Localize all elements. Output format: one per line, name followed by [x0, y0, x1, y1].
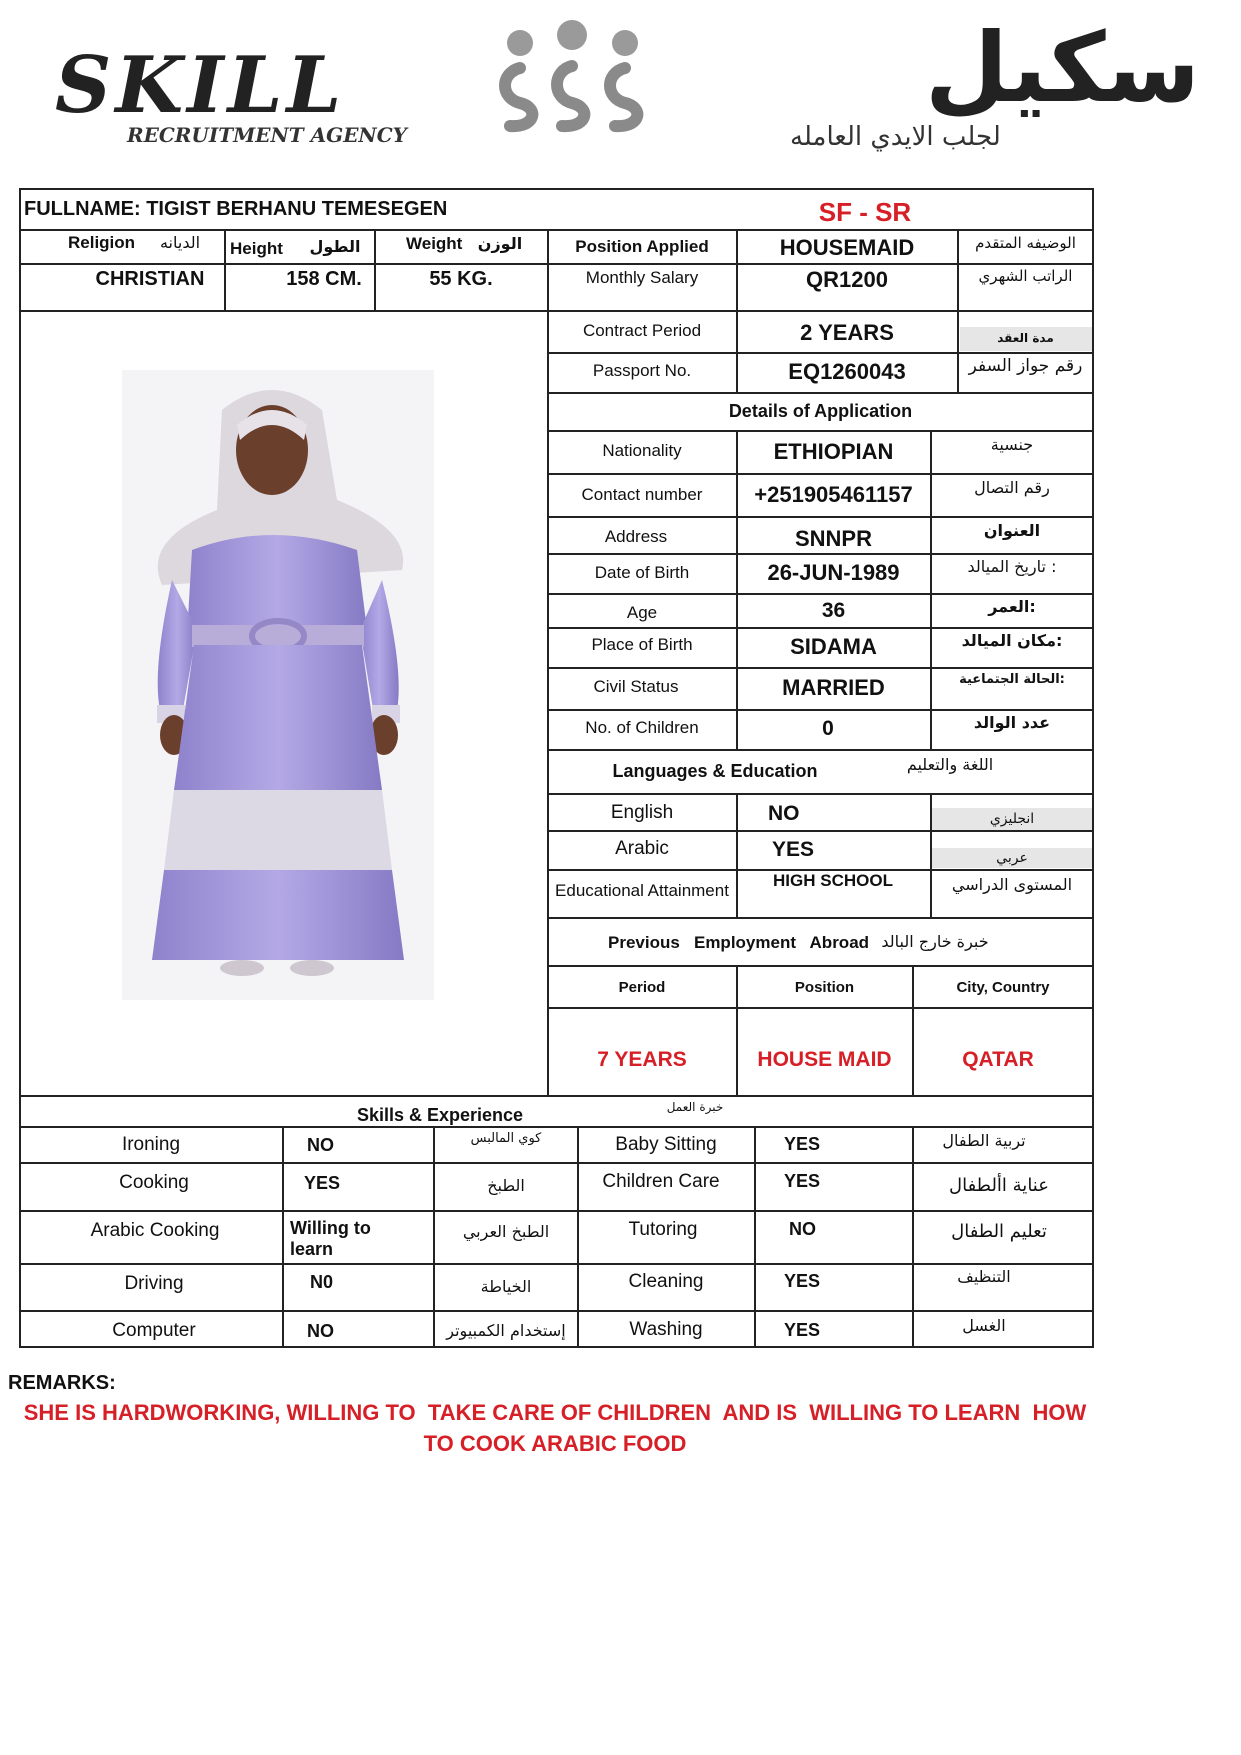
skill-value: YES — [784, 1319, 821, 1340]
passport-value: EQ1260043 — [788, 359, 906, 384]
skill-ar: الخياطة — [480, 1276, 532, 1296]
education-value: HIGH SCHOOL — [773, 871, 893, 890]
detail-label: Age — [626, 603, 658, 622]
details-title: Details of Application — [728, 400, 913, 421]
salary-label: Monthly Salary — [585, 268, 699, 287]
education-label: Educational Attainment — [555, 881, 729, 900]
logo-en — [55, 40, 435, 160]
skill-label: Cooking — [119, 1172, 189, 1193]
skill-value: YES — [784, 1170, 821, 1191]
english-value: NO — [768, 802, 800, 825]
detail-ar: رقم التصال — [974, 477, 1050, 497]
detail-ar: مكان الميالد: — [961, 630, 1063, 650]
contract-period-label: Contract Period — [582, 321, 702, 340]
employment-title-ar: خبرة خارج البالد — [881, 931, 989, 951]
employment-position: HOUSE MAID — [757, 1048, 892, 1071]
detail-value: 0 — [822, 717, 834, 740]
detail-label: Place of Birth — [591, 635, 693, 654]
skill-ar: التنظيف — [957, 1266, 1011, 1286]
skills-title: Skills & Experience — [356, 1104, 524, 1125]
education-ar: المستوى الدراسي — [951, 874, 1073, 894]
fullname: FULLNAME: TIGIST BERHANU TEMESEGEN — [24, 197, 448, 220]
skill-label: Washing — [629, 1319, 703, 1340]
detail-ar: الحالة الجتماعية: — [959, 671, 1065, 687]
height-value: 158 CM. — [286, 267, 362, 290]
detail-ar: تاريخ الميالد : — [967, 556, 1057, 576]
skill-ar: إستخدام الكمبيوتر — [446, 1320, 566, 1340]
skill-label: Arabic Cooking — [90, 1220, 220, 1241]
skill-value: NO — [789, 1218, 816, 1239]
arabic-label: Arabic — [615, 838, 669, 859]
brand-tagline-ar: لجلب الايدي العامله — [790, 122, 1001, 152]
languages-title-ar: اللغة والتعليم — [906, 754, 994, 774]
skill-value: Willing to learn — [290, 1218, 371, 1259]
detail-label: Address — [604, 527, 668, 546]
skill-label: Computer — [112, 1320, 196, 1341]
skill-ar: كوي المالبس — [470, 1130, 542, 1146]
arabic-value: YES — [772, 838, 815, 861]
detail-ar: عدد الوالد — [973, 712, 1051, 732]
passport-label: Passport No. — [592, 361, 692, 380]
logo-ar — [760, 12, 1200, 170]
detail-value: SNNPR — [794, 526, 872, 551]
position-header: Position — [794, 978, 855, 996]
detail-value: ETHIOPIAN — [773, 439, 894, 464]
skill-value: YES — [784, 1133, 821, 1154]
people-logo-icon — [480, 18, 660, 133]
religion-label: Religion — [68, 233, 136, 252]
position-applied-value: HOUSEMAID — [779, 235, 915, 260]
height-label-ar: الطول — [309, 236, 361, 256]
religion-label-ar: الديانه — [159, 232, 201, 252]
weight-value: 55 KG. — [429, 267, 493, 290]
detail-value: 26-JUN-1989 — [767, 560, 900, 585]
reference-code: SF - SR — [818, 196, 912, 227]
detail-value: SIDAMA — [790, 634, 877, 659]
contract-period-value: 2 YEARS — [800, 320, 894, 345]
skill-value: YES — [784, 1270, 821, 1291]
skill-label: Tutoring — [628, 1219, 698, 1240]
detail-label: Contact number — [581, 485, 703, 504]
position-applied-ar: الوضيفه المتقدم — [975, 234, 1076, 252]
skill-value: NO — [307, 1134, 334, 1155]
skill-label: Driving — [124, 1273, 184, 1294]
detail-label: Nationality — [602, 441, 682, 460]
arabic-ar: عربي — [996, 850, 1028, 866]
detail-ar: العنوان — [983, 520, 1041, 540]
applicant-photo — [122, 370, 434, 1000]
city-country-header: City, Country — [956, 978, 1050, 996]
detail-value: MARRIED — [782, 675, 885, 700]
detail-ar: جنسية — [990, 434, 1034, 454]
position-applied-label: Position Applied — [575, 237, 709, 256]
skill-ar: تربية الطفال — [942, 1130, 1026, 1150]
detail-value: 36 — [821, 599, 846, 622]
skill-label: Cleaning — [628, 1271, 704, 1292]
religion-value: CHRISTIAN — [95, 267, 205, 290]
skill-value: N0 — [310, 1271, 334, 1292]
remarks-label: REMARKS: — [8, 1372, 116, 1394]
skill-ar: تعليم الطفال — [951, 1220, 1047, 1242]
skill-value: NO — [307, 1320, 334, 1341]
brand-name-ar: سكيل — [924, 12, 1200, 124]
skill-ar: الغسل — [962, 1315, 1006, 1335]
detail-label: Civil Status — [593, 677, 679, 696]
skill-label: Ironing — [121, 1134, 181, 1155]
brand-tagline-en: RECRUITMENT AGENCY — [127, 123, 407, 147]
remarks-text: SHE IS HARDWORKING, WILLING TO TAKE CARE OF CHILDREN AND IS WILLING TO LEARN HOW TO COOK ARABIC FOOD — [23, 1400, 1093, 1456]
languages-title: Languages & Education — [612, 760, 818, 781]
skill-ar: الطبخ — [487, 1175, 525, 1195]
skill-ar: عناية األطفال — [949, 1174, 1049, 1196]
salary-value: QR1200 — [806, 267, 888, 292]
skill-value: YES — [304, 1172, 341, 1193]
skills-title-ar: خبرة العمل — [666, 1100, 724, 1114]
detail-value: +251905461157 — [754, 482, 913, 507]
english-label: English — [610, 802, 674, 823]
employment-country: QATAR — [962, 1048, 1034, 1071]
employment-period: 7 YEARS — [597, 1048, 687, 1071]
skill-ar: الطبخ العربي — [462, 1221, 550, 1241]
passport-ar: رقم جواز السفر — [968, 356, 1083, 376]
weight-label: Weight — [406, 234, 463, 253]
detail-ar: العمر: — [988, 596, 1036, 616]
detail-label: Date of Birth — [594, 563, 690, 582]
contract-period-ar: مدة العقد — [997, 331, 1054, 345]
skill-label: Baby Sitting — [615, 1134, 717, 1155]
skill-label: Children Care — [602, 1171, 720, 1192]
brand-name-en: SKILL — [55, 40, 346, 131]
height-label: Height — [230, 239, 283, 258]
weight-label-ar: الوزن — [477, 233, 523, 253]
employment-title: Previous Employment Abroad — [608, 933, 870, 952]
detail-label: No. of Children — [585, 718, 699, 737]
english-ar: انجليزي — [989, 811, 1035, 827]
period-header: Period — [618, 978, 666, 996]
salary-ar: الراتب الشهري — [978, 267, 1073, 285]
